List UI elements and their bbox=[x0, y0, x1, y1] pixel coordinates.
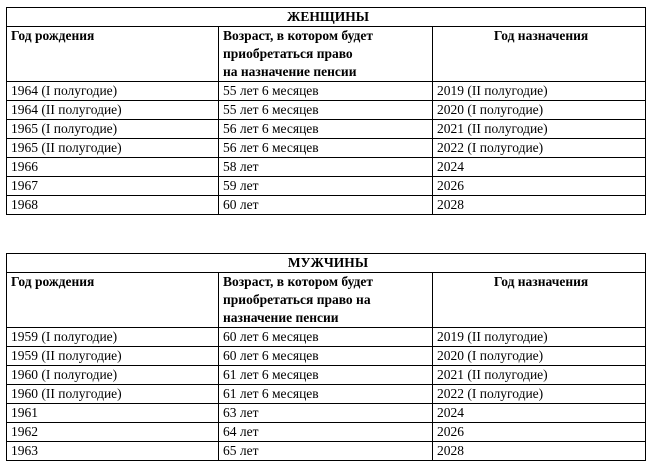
table-row bbox=[7, 442, 646, 461]
retirement-age-header-line: Возраст, в котором будет bbox=[223, 28, 373, 43]
retirement-age-cell: 61 лет 6 месяцев bbox=[219, 366, 433, 385]
retirement-age-cell: 61 лет 6 месяцев bbox=[219, 385, 433, 404]
women-pension-table bbox=[6, 7, 646, 215]
retirement-age-cell: 65 лет bbox=[219, 442, 433, 461]
table-row bbox=[7, 385, 646, 404]
birth-year-cell: 1965 (II полугодие) bbox=[7, 139, 219, 158]
assignment-year-cell: 2028 bbox=[433, 442, 646, 461]
retirement-age-cell: 60 лет 6 месяцев bbox=[219, 347, 433, 366]
assignment-year-cell: 2021 (II полугодие) bbox=[433, 120, 646, 139]
assignment-year-header: Год назначения bbox=[433, 27, 646, 82]
table-row bbox=[7, 120, 646, 139]
retirement-age-header bbox=[219, 27, 433, 82]
birth-year-cell: 1963 bbox=[7, 442, 219, 461]
assignment-year-cell: 2020 (I полугодие) bbox=[433, 347, 646, 366]
men-table-title: МУЖЧИНЫ bbox=[7, 254, 646, 273]
men-table-body bbox=[7, 328, 646, 461]
retirement-age-cell: 60 лет 6 месяцев bbox=[219, 328, 433, 347]
table-row bbox=[7, 328, 646, 347]
birth-year-cell: 1959 (II полугодие) bbox=[7, 347, 219, 366]
birth-year-cell: 1968 bbox=[7, 196, 219, 215]
assignment-year-cell: 2022 (I полугодие) bbox=[433, 139, 646, 158]
birth-year-header: Год рождения bbox=[7, 273, 219, 328]
table-row bbox=[7, 196, 646, 215]
retirement-age-header-line: на назначение пенсии bbox=[223, 64, 357, 79]
retirement-age-header-line: Возраст, в котором будет bbox=[223, 274, 373, 289]
birth-year-cell: 1960 (I полугодие) bbox=[7, 366, 219, 385]
women-table-body bbox=[7, 82, 646, 215]
retirement-age-cell: 60 лет bbox=[219, 196, 433, 215]
retirement-age-header-line: приобретаться право bbox=[223, 46, 353, 61]
table-row bbox=[7, 423, 646, 442]
retirement-age-cell: 56 лет 6 месяцев bbox=[219, 120, 433, 139]
birth-year-cell: 1964 (II полугодие) bbox=[7, 101, 219, 120]
assignment-year-cell: 2019 (II полугодие) bbox=[433, 328, 646, 347]
assignment-year-cell: 2024 bbox=[433, 158, 646, 177]
retirement-age-cell: 55 лет 6 месяцев bbox=[219, 82, 433, 101]
table-row bbox=[7, 101, 646, 120]
birth-year-cell: 1964 (I полугодие) bbox=[7, 82, 219, 101]
table-row bbox=[7, 139, 646, 158]
table-row bbox=[7, 158, 646, 177]
assignment-year-cell: 2026 bbox=[433, 177, 646, 196]
women-table-title: ЖЕНЩИНЫ bbox=[7, 8, 646, 27]
men-pension-table bbox=[6, 253, 646, 461]
retirement-age-cell: 63 лет bbox=[219, 404, 433, 423]
retirement-age-cell: 55 лет 6 месяцев bbox=[219, 101, 433, 120]
assignment-year-cell: 2020 (I полугодие) bbox=[433, 101, 646, 120]
retirement-age-header-line: приобретаться право на bbox=[223, 292, 371, 307]
retirement-age-cell: 64 лет bbox=[219, 423, 433, 442]
retirement-age-header-line: назначение пенсии bbox=[223, 310, 339, 325]
assignment-year-cell: 2021 (II полугодие) bbox=[433, 366, 646, 385]
birth-year-cell: 1965 (I полугодие) bbox=[7, 120, 219, 139]
assignment-year-cell: 2028 bbox=[433, 196, 646, 215]
retirement-age-cell: 59 лет bbox=[219, 177, 433, 196]
table-row bbox=[7, 82, 646, 101]
birth-year-cell: 1960 (II полугодие) bbox=[7, 385, 219, 404]
table-row bbox=[7, 404, 646, 423]
birth-year-cell: 1959 (I полугодие) bbox=[7, 328, 219, 347]
table-row bbox=[7, 177, 646, 196]
retirement-age-cell: 58 лет bbox=[219, 158, 433, 177]
birth-year-cell: 1961 bbox=[7, 404, 219, 423]
birth-year-cell: 1962 bbox=[7, 423, 219, 442]
assignment-year-cell: 2024 bbox=[433, 404, 646, 423]
assignment-year-cell: 2022 (I полугодие) bbox=[433, 385, 646, 404]
retirement-age-header bbox=[219, 273, 433, 328]
assignment-year-cell: 2026 bbox=[433, 423, 646, 442]
birth-year-cell: 1967 bbox=[7, 177, 219, 196]
assignment-year-cell: 2019 (II полугодие) bbox=[433, 82, 646, 101]
table-row bbox=[7, 347, 646, 366]
birth-year-cell: 1966 bbox=[7, 158, 219, 177]
birth-year-header: Год рождения bbox=[7, 27, 219, 82]
retirement-age-cell: 56 лет 6 месяцев bbox=[219, 139, 433, 158]
assignment-year-header: Год назначения bbox=[433, 273, 646, 328]
table-row bbox=[7, 366, 646, 385]
